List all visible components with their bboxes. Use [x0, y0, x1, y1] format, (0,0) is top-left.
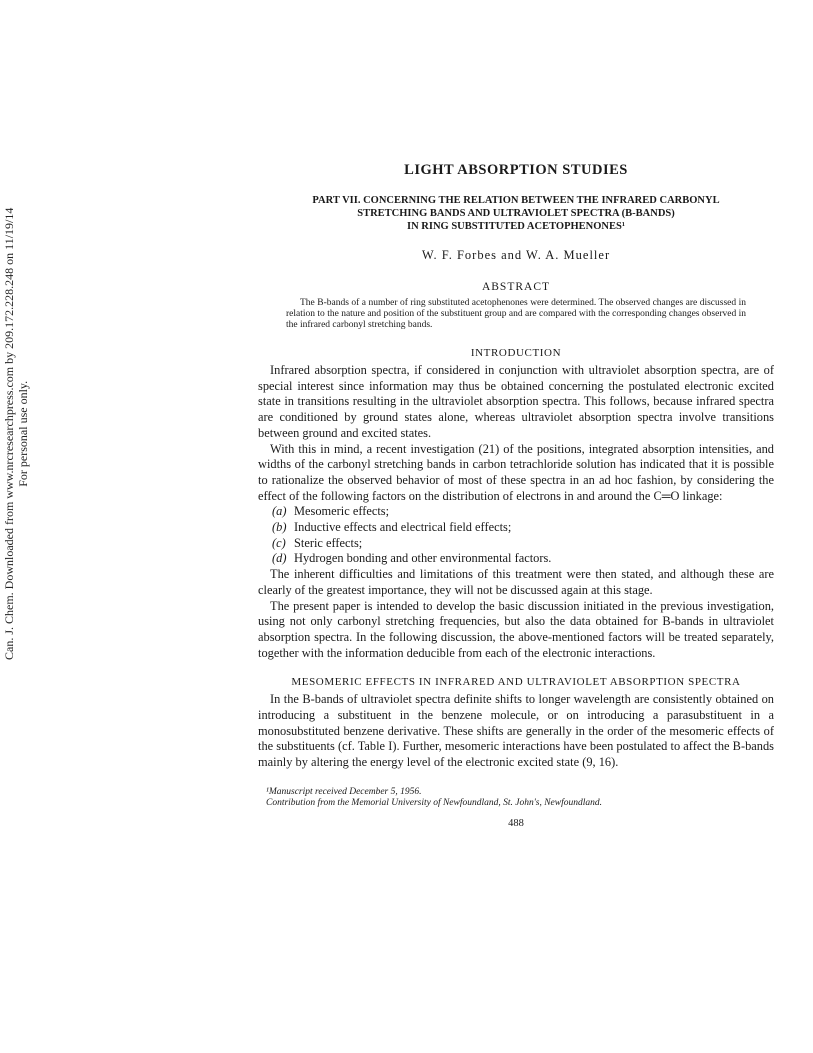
introduction-heading: INTRODUCTION — [470, 347, 562, 359]
list-label: (b) — [272, 520, 287, 535]
paragraph: The present paper is intended to develop the basic discussion initiated in the previous investigation, using not only carbonyl stretching frequencies, but also the data obtained for B-bands in ultraviolet absorption spectra. In the following discussion, the above-mentioned factors will be treated separately, together with the information deducible from each of the electronic interactions. — [258, 598, 774, 660]
watermark-line-2: For personal use only. — [16, 380, 30, 487]
authors: W. F. Forbes and W. A. Mueller — [421, 248, 611, 262]
mesomeric-heading: MESOMERIC EFFECTS IN INFRARED AND ULTRAVIOLET ABSORPTION SPECTRA — [291, 676, 741, 689]
list-text: Steric effects; — [294, 535, 363, 550]
subtitle-line: PART VII. CONCERNING THE RELATION BETWEEN THE INFRARED CARBONYL — [312, 195, 720, 206]
paragraph: Infrared absorption spectra, if considered in conjunction with ultraviolet absorption spectra, are of special interest since information may thus be obtained concerning the postulated electronic excited state in transitions resulting in the ultraviolet absorption spectra. This follows, because infrared spectra are conditioned by ground states alone, whereas ultraviolet absorption spectra involve transitions between ground and excited states. — [258, 363, 774, 440]
article-subtitle — [258, 194, 774, 233]
list-item — [258, 536, 774, 552]
paragraph: With this in mind, a recent investigation (21) of the positions, integrated absorption intensities, and widths of the carbonyl stretching bands in carbon tetrachloride solution has indicated that it is possible to rationalize the observed behavior of most of these spectra in an ad hoc fashion, by considering the effect of the following factors on the distribution of electrons in and around the C═O linkage: — [258, 441, 774, 503]
list-item — [258, 504, 774, 520]
abstract-heading: ABSTRACT — [481, 281, 551, 293]
list-text: Mesomeric effects; — [294, 504, 390, 519]
article-title: LIGHT ABSORPTION STUDIES — [404, 162, 628, 178]
list-label: (a) — [272, 504, 287, 519]
list-item — [258, 551, 774, 567]
watermark-line-1: Can. J. Chem. Downloaded from www.nrcresearchpress.com by 209.172.228.248 on 11/19/14 — [2, 207, 16, 660]
introduction-body — [258, 363, 774, 661]
list-label: (d) — [272, 551, 287, 566]
subtitle-line: STRETCHING BANDS AND ULTRAVIOLET SPECTRA (B-BANDS) — [357, 208, 675, 219]
download-watermark — [2, 208, 30, 660]
list-text: Inductive effects and electrical field effects; — [294, 520, 512, 535]
list-item — [258, 520, 774, 536]
paragraph: The inherent difficulties and limitations of this treatment were then stated, and although these are clearly of the greatest importance, they will not be discussed again at this stage. — [258, 567, 774, 597]
abstract-text: The B-bands of a number of ring substituted acetophenones were determined. The observed changes are discussed in relation to the nature and position of the substituent group and are compared with the corresponding changes observed in the infrared carbonyl stretching bands. — [286, 298, 746, 330]
article-page — [258, 162, 774, 829]
footnote-line: Contribution from the Memorial University of Newfoundland, St. John's, Newfoundland. — [266, 797, 603, 808]
paragraph: In the B-bands of ultraviolet spectra definite shifts to longer wavelength are consistently obtained on introducing a substituent in the benzene molecule, or on introducing a parasubstituent in a monosubstituted benzene derivative. These shifts are generally in the order of the mesomeric effects of the substituents (cf. Table I). Further, mesomeric interactions have been postulated to affect the B-bands mainly by altering the energy level of the electronic excited state (9, 16). — [258, 692, 774, 770]
list-text: Hydrogen bonding and other environmental factors. — [294, 551, 552, 566]
footnote — [258, 787, 774, 809]
factor-list — [258, 504, 774, 567]
footnote-line: ¹Manuscript received December 5, 1956. — [266, 786, 422, 797]
list-label: (c) — [272, 535, 286, 550]
subtitle-line: IN RING SUBSTITUTED ACETOPHENONES¹ — [407, 221, 625, 232]
mesomeric-body — [258, 692, 774, 771]
page-number: 488 — [508, 817, 524, 829]
